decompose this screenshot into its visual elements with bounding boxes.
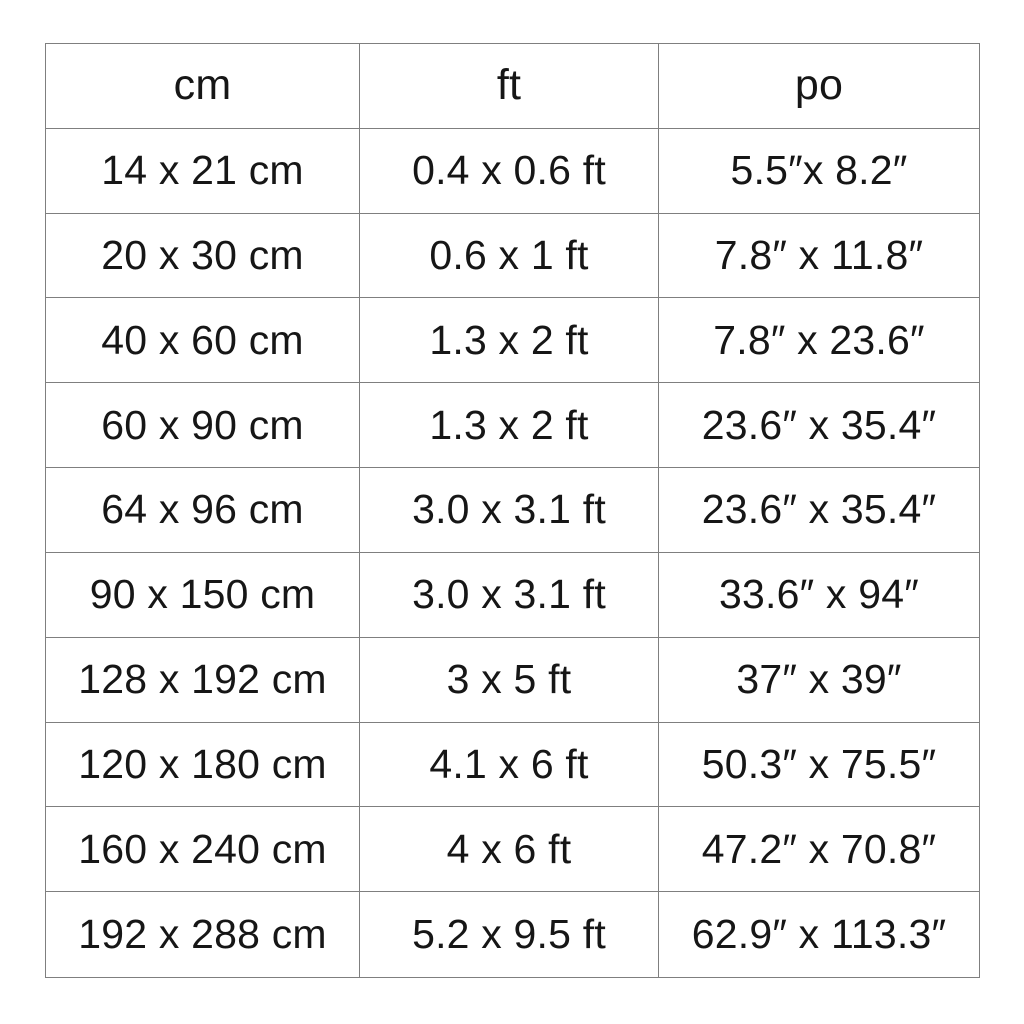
table-cell-ft: 5.2 x 9.5 ft bbox=[360, 892, 659, 977]
table-header-row bbox=[46, 44, 979, 129]
table-cell-po: 33.6″ x 94″ bbox=[659, 553, 979, 638]
table-cell-cm: 60 x 90 cm bbox=[46, 383, 360, 468]
table-cell-ft: 0.6 x 1 ft bbox=[360, 214, 659, 299]
table-cell-ft: 0.4 x 0.6 ft bbox=[360, 129, 659, 214]
table-cell-cm: 160 x 240 cm bbox=[46, 807, 360, 892]
table-cell-po: 5.5″x 8.2″ bbox=[659, 129, 979, 214]
table-cell-ft: 1.3 x 2 ft bbox=[360, 298, 659, 383]
column-header-ft: ft bbox=[360, 44, 659, 129]
table-cell-po: 37″ x 39″ bbox=[659, 638, 979, 723]
table-cell-cm: 120 x 180 cm bbox=[46, 723, 360, 808]
table-cell-ft: 4.1 x 6 ft bbox=[360, 723, 659, 808]
column-header-po: po bbox=[659, 44, 979, 129]
table-cell-po: 50.3″ x 75.5″ bbox=[659, 723, 979, 808]
table-row bbox=[46, 383, 979, 468]
table-cell-ft: 3.0 x 3.1 ft bbox=[360, 553, 659, 638]
table-cell-po: 7.8″ x 11.8″ bbox=[659, 214, 979, 299]
table-cell-cm: 192 x 288 cm bbox=[46, 892, 360, 977]
table-row bbox=[46, 638, 979, 723]
table-cell-ft: 3 x 5 ft bbox=[360, 638, 659, 723]
column-header-cm: cm bbox=[46, 44, 360, 129]
table-cell-cm: 128 x 192 cm bbox=[46, 638, 360, 723]
table-row bbox=[46, 723, 979, 808]
table-cell-po: 47.2″ x 70.8″ bbox=[659, 807, 979, 892]
table-cell-po: 7.8″ x 23.6″ bbox=[659, 298, 979, 383]
table-row bbox=[46, 892, 979, 977]
table-cell-ft: 3.0 x 3.1 ft bbox=[360, 468, 659, 553]
table-cell-cm: 14 x 21 cm bbox=[46, 129, 360, 214]
table-cell-cm: 20 x 30 cm bbox=[46, 214, 360, 299]
table-row bbox=[46, 129, 979, 214]
table-cell-po: 23.6″ x 35.4″ bbox=[659, 383, 979, 468]
table-row bbox=[46, 298, 979, 383]
table-cell-po: 23.6″ x 35.4″ bbox=[659, 468, 979, 553]
table-row bbox=[46, 214, 979, 299]
table-cell-cm: 90 x 150 cm bbox=[46, 553, 360, 638]
table-cell-cm: 64 x 96 cm bbox=[46, 468, 360, 553]
table-cell-ft: 1.3 x 2 ft bbox=[360, 383, 659, 468]
table-cell-ft: 4 x 6 ft bbox=[360, 807, 659, 892]
table-cell-po: 62.9″ x 113.3″ bbox=[691, 911, 947, 958]
table-cell-cm: 40 x 60 cm bbox=[46, 298, 360, 383]
table-row bbox=[46, 807, 979, 892]
table-row bbox=[46, 468, 979, 553]
conversion-table bbox=[45, 43, 980, 978]
table-row bbox=[46, 553, 979, 638]
